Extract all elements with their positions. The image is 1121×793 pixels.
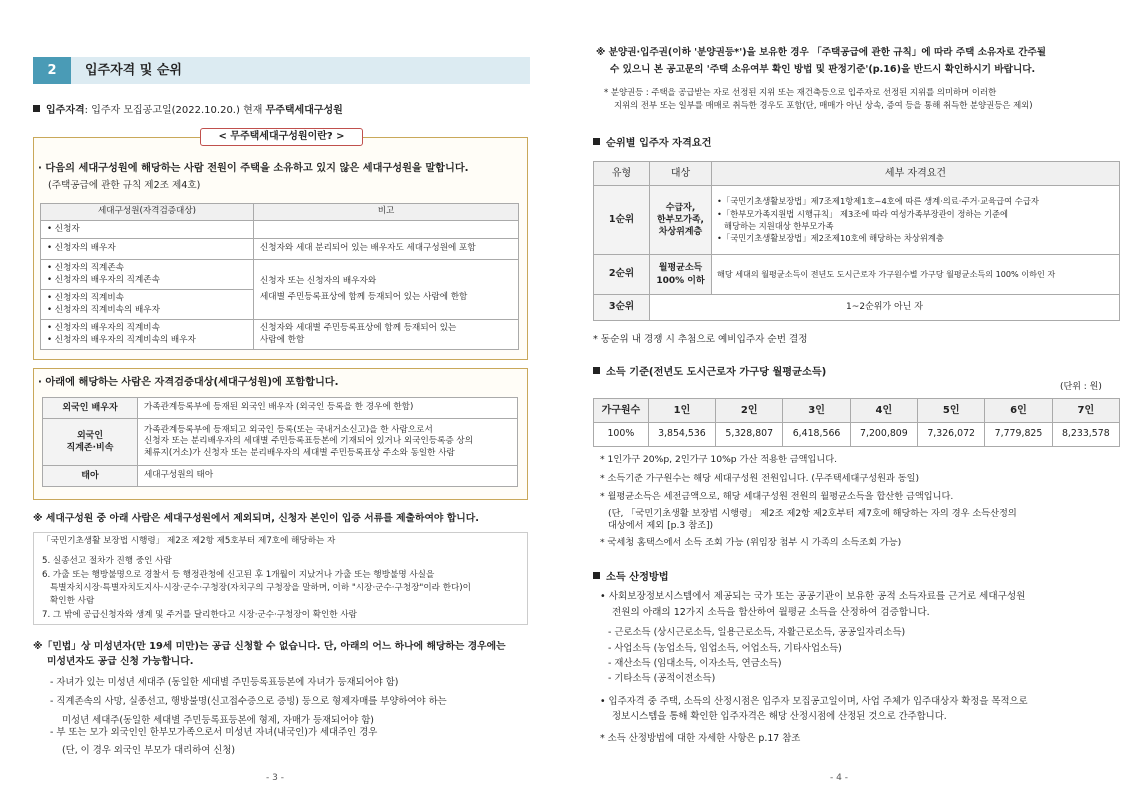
section-title: 입주자격 및 순위 xyxy=(85,63,182,78)
table-cell: •「국민기초생활보장법」제7조제1항제1호~4호에 따른 생계·의료·주거·교육급여 수급자 •「한부모가족지원법 시행규칙」 제3조에 따라 여성가족부장관이 정하는 기준에 해당하는 지원대상 한부모가족 •「국민기초생활보장법」제2조제10호에 해당하는 차상위계층 xyxy=(712,186,1120,255)
table-cell: 수급자, 한부모가족, 차상위계층 xyxy=(650,186,712,255)
unit-label: (단위 : 원) xyxy=(1060,382,1102,392)
calc-item: - 재산소득 (임대소득, 이자소득, 연금소득) xyxy=(608,658,782,669)
table-header: 3인 xyxy=(783,399,850,423)
included-intro: · 아래에 해당하는 사람은 자격검증대상(세대구성원)에 포함합니다. xyxy=(38,377,339,388)
section-header xyxy=(33,57,530,84)
page-3 xyxy=(0,0,560,793)
table-cell: 외국인 직계존·비속 xyxy=(43,419,138,466)
page-4 xyxy=(560,0,1121,793)
income-table xyxy=(593,398,1120,447)
minor-item: 미성년 세대주(동일한 세대별 주민등록표등본에 형제, 자매가 등재되어야 함) xyxy=(62,715,374,726)
minor-item: (단, 이 경우 외국인 부모가 대리하여 신청) xyxy=(62,745,236,756)
calc-title: 소득 산정방법 xyxy=(593,571,669,585)
page-number: - 3 - xyxy=(266,773,284,783)
table-cell: 외국인 배우자 xyxy=(43,398,138,419)
ownership-note: ※ 분양권·입주권(이하 '분양권등*')을 보유한 경우 「주택공급에 관한 규칙」에 따라 주택 소유자로 간주될 xyxy=(596,47,1046,58)
table-cell: 7,326,072 xyxy=(918,423,985,447)
exclusion-title: ※ 세대구성원 중 아래 사람은 세대구성원에서 제외되며, 신청자 본인이 입증 서류를 제출하여야 합니다. xyxy=(33,513,479,524)
table-cell: 신청자와 세대 분리되어 있는 배우자도 세대구성원에 포함 xyxy=(254,239,519,260)
calc-reference: * 소득 산정방법에 대한 자세한 사항은 p.17 참조 xyxy=(600,733,801,744)
table-cell: 1~2순위가 아닌 자 xyxy=(650,295,1120,321)
square-bullet-icon xyxy=(33,105,40,112)
table-cell: 월평균소득 100% 이하 xyxy=(650,255,712,295)
table-cell: • 신청자의 직계비속 • 신청자의 직계비속의 배우자 xyxy=(41,290,254,320)
tie-note: * 동순위 내 경쟁 시 추첨으로 예비입주자 순번 결정 xyxy=(593,334,808,345)
table-header: 5인 xyxy=(918,399,985,423)
table-header: 유형 xyxy=(594,162,650,186)
page-number: - 4 - xyxy=(830,773,848,783)
definition-intro-ref: (주택공급에 관한 규칙 제2조 제4호) xyxy=(48,180,201,191)
table-cell: 가족관계등록부에 등재되고 외국인 등록(또는 국내거소신고)을 한 사람으로서 신청자 또는 분리배우자의 세대별 주민등록표등본에 기재되어 있거나 외국인등록증 상의 체류지(거소)가 신청자 또는 분리배우자의 세대별 주민등록표상 주소와 동일한 사람 xyxy=(138,419,518,466)
income-title: 소득 기준(전년도 도시근로자 가구당 월평균소득) xyxy=(593,366,826,380)
income-note: * 1인가구 20%p, 2인가구 10%p 가산 적용한 금액입니다. xyxy=(600,454,838,465)
table-cell: • 신청자의 직계존속 • 신청자의 배우자의 직계존속 xyxy=(41,260,254,290)
income-note: * 월평균소득은 세전금액으로, 해당 세대구성원 전원의 월평균소득을 합산한 금액입니다. xyxy=(600,491,954,502)
minor-item: - 직계존속의 사망, 실종선고, 행방불명(신고접수증으로 증빙) 등으로 형제자매를 부양하여야 하는 xyxy=(50,696,447,707)
table-header: 4인 xyxy=(850,399,917,423)
table-cell: 1순위 xyxy=(594,186,650,255)
calc-paragraph-cont: 전원의 아래의 12가지 소득을 합산하여 월평균 소득을 산정하여 검증합니다. xyxy=(612,607,930,618)
included-members-table xyxy=(42,397,518,487)
table-cell: 100% xyxy=(594,423,649,447)
minor-item: - 자녀가 있는 미성년 세대주 (동일한 세대별 주민등록표등본에 자녀가 등재되어야 함) xyxy=(50,677,399,688)
calc-paragraph-cont: 정보시스템을 통해 확인한 입주자격은 해당 산정시점에 산정된 것으로 간주합니다. xyxy=(612,711,947,722)
ownership-subnote: * 분양권등 : 주택을 공급받는 자로 선정된 지위 또는 재건축등으로 입주자로 선정된 지위를 의미하며 이러한 xyxy=(604,87,997,97)
table-cell: 2순위 xyxy=(594,255,650,295)
exclusion-box: 「국민기초생활 보장법 시행령」 제2조 제2항 제5호부터 제7호에 해당하는 자 5. 실종선고 절차가 진행 중인 사람 6. 가출 또는 행방불명으로 경찰서 등 행정관청에 신고된 후 1개월이 지났거나 가출 또는 행방불명 사실을 특별자치시장·특별자치도지사·시장·군수·구청장(자치구의 구청장을 말하며, 이하 "시장·군수·구청장"이라 한다)이 확인한 사람 7. 그 밖에 공급신청자와 생계 및 주거를 달리한다고 시장·군수·구청장이 확인한 사람 xyxy=(33,532,528,625)
square-bullet-icon xyxy=(593,572,600,579)
calc-item: - 사업소득 (농업소득, 임업소득, 어업소득, 기타사업소득) xyxy=(608,643,842,654)
table-header: 6인 xyxy=(985,399,1052,423)
table-cell: • 신청자의 배우자 xyxy=(41,239,254,260)
ownership-note-cont: 수 있으니 본 공고문의 '주택 소유여부 확인 방법 및 판정기준'(p.16)을 반드시 확인하시기 바랍니다. xyxy=(610,64,1036,75)
income-note: (단, 「국민기초생활 보장법 시행령」 제2조 제2항 제2호부터 제7호에 해당하는 자의 경우 소득산정의 xyxy=(608,508,1017,519)
calc-paragraph: • 입주자격 중 주택, 소득의 산정시점은 입주자 모집공고일이며, 사업 주체가 입주대상자 확정을 목적으로 xyxy=(600,696,1028,707)
rank-title: 순위별 입주자 자격요건 xyxy=(593,137,712,151)
rank-requirements-table xyxy=(593,161,1120,321)
income-note: * 국세청 홈택스에서 소득 조회 가능 (위임장 첨부 시 가족의 소득조회 가능) xyxy=(600,537,902,548)
table-cell: • 신청자의 배우자의 직계비속 • 신청자의 배우자의 직계비속의 배우자 xyxy=(41,320,254,350)
square-bullet-icon xyxy=(593,367,600,374)
table-cell: 신청자와 세대별 주민등록표상에 함께 등재되어 있는 사람에 한함 xyxy=(254,320,519,350)
qualification-line: 입주자격: 입주자 모집공고일(2022.10.20.) 현재 무주택세대구성원 xyxy=(33,104,343,118)
square-bullet-icon xyxy=(593,138,600,145)
table-cell: • 신청자 xyxy=(41,221,254,239)
table-cell xyxy=(254,221,519,239)
table-header: 7인 xyxy=(1052,399,1119,423)
definition-intro: · 다음의 세대구성원에 해당하는 사람 전원이 주택을 소유하고 있지 않은 세대구성원을 말합니다. xyxy=(38,163,469,174)
minor-title-cont: 미성년자도 공급 신청 가능합니다. xyxy=(47,656,194,667)
table-cell: 해당 세대의 월평균소득이 전년도 도시근로자 가구원수별 가구당 월평균소득의 100% 이하인 자 xyxy=(712,255,1120,295)
section-number: 2 xyxy=(33,57,71,84)
table-cell: 세대구성원의 태아 xyxy=(138,466,518,487)
table-cell: 6,418,566 xyxy=(783,423,850,447)
calc-item: - 기타소득 (공적이전소득) xyxy=(608,673,716,684)
table-cell: 신청자 또는 신청자의 배우자와 세대별 주민등록표상에 함께 등재되어 있는 사람에 한함 xyxy=(254,260,519,320)
minor-item: - 부 또는 모가 외국인인 한부모가족으로서 미성년 자녀(내국인)가 세대주인 경우 xyxy=(50,727,378,738)
calc-item: - 근로소득 (상시근로소득, 일용근로소득, 자활근로소득, 공공일자리소득) xyxy=(608,627,906,638)
table-cell: 3,854,536 xyxy=(648,423,715,447)
minor-title: ※「민법」상 미성년자(만 19세 미만)는 공급 신청할 수 없습니다. 단, 아래의 어느 하나에 해당하는 경우에는 xyxy=(33,641,506,652)
household-member-table xyxy=(40,203,519,350)
income-note: * 소득기준 가구원수는 해당 세대구성원 전원입니다. (무주택세대구성원과 동일) xyxy=(600,473,920,484)
table-cell: 태아 xyxy=(43,466,138,487)
table-header: 비고 xyxy=(254,204,519,221)
table-header: 2인 xyxy=(716,399,783,423)
table-header: 가구원수 xyxy=(594,399,649,423)
table-cell: 3순위 xyxy=(594,295,650,321)
table-cell: 7,200,809 xyxy=(850,423,917,447)
table-cell: 가족관계등록부에 등재된 외국인 배우자 (외국인 등록을 한 경우에 한함) xyxy=(138,398,518,419)
table-header: 대상 xyxy=(650,162,712,186)
table-header: 세부 자격요건 xyxy=(712,162,1120,186)
definition-pill: < 무주택세대구성원이란? > xyxy=(200,128,363,146)
income-note: 대상에서 제외 [p.3 참조]) xyxy=(608,520,714,531)
table-cell: 5,328,807 xyxy=(716,423,783,447)
table-cell: 7,779,825 xyxy=(985,423,1052,447)
table-cell: 8,233,578 xyxy=(1052,423,1119,447)
table-header: 1인 xyxy=(648,399,715,423)
ownership-subnote-cont: 지위의 전부 또는 일부를 매매로 취득한 경우도 포함(단, 매매가 아닌 상속, 증여 등을 통해 취득한 분양권등은 제외) xyxy=(614,100,1033,110)
table-header: 세대구성원(자격검증대상) xyxy=(41,204,254,221)
calc-paragraph: • 사회보장정보시스템에서 제공되는 국가 또는 공공기관이 보유한 공적 소득자료를 근거로 세대구성원 xyxy=(600,591,1026,602)
